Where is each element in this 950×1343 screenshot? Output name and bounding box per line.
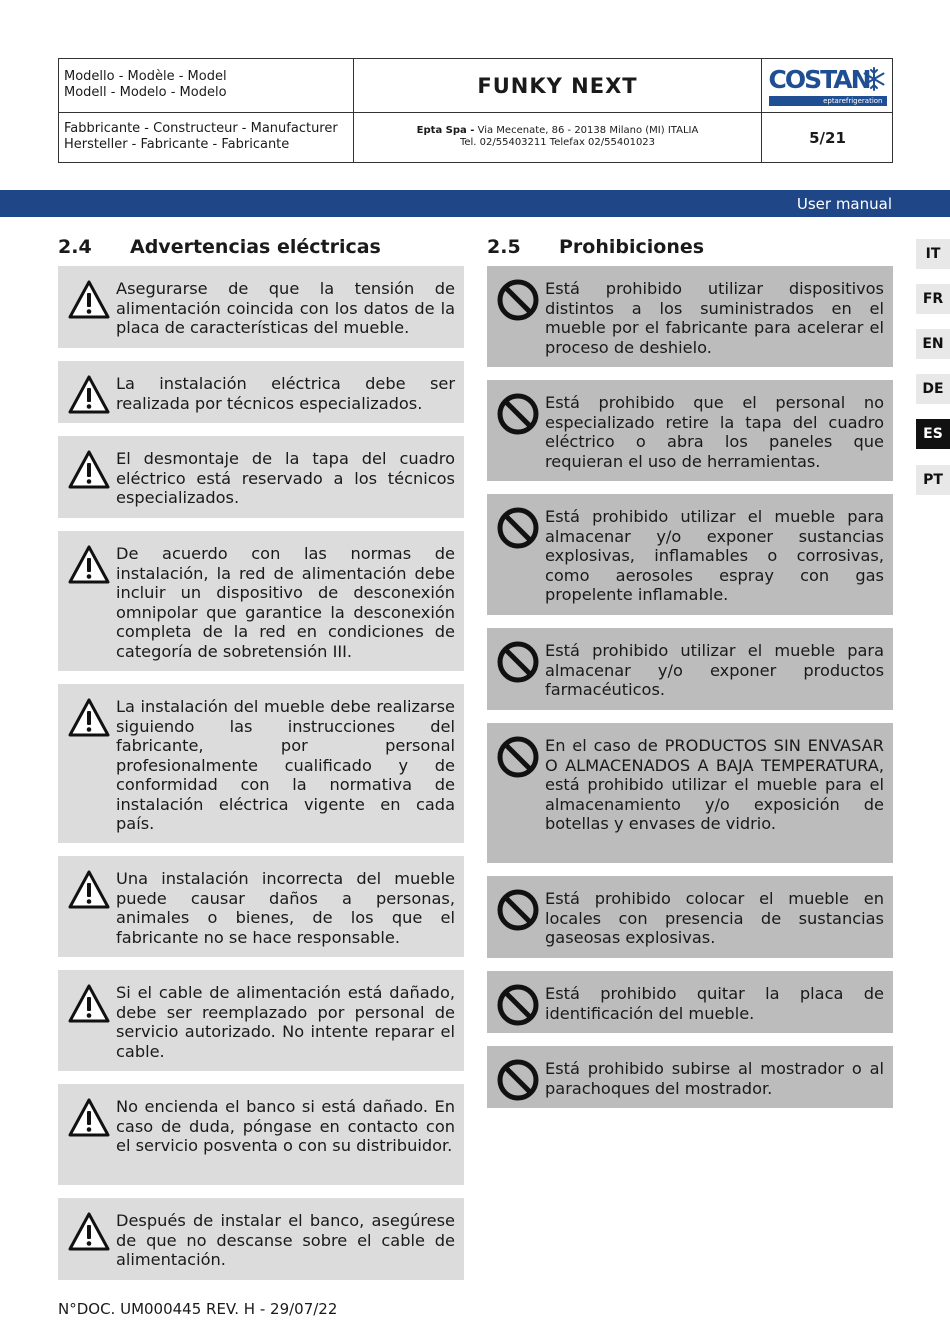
prohibition-icon bbox=[496, 1058, 540, 1102]
warning-box bbox=[58, 1084, 464, 1185]
warning-triangle-icon bbox=[67, 448, 111, 492]
section-title: Prohibiciones bbox=[559, 236, 705, 258]
warning-box bbox=[58, 1198, 464, 1280]
prohibition-icon bbox=[496, 735, 540, 779]
prohibition-text: Está prohibido utilizar dispositivos distintos a los suministrados en el mueble por el fabricante para acelerar el proceso de deshielo. bbox=[545, 279, 884, 357]
warning-box bbox=[58, 856, 464, 957]
prohibition-text: En el caso de PRODUCTOS SIN ENVASAR O ALMACENADOS A BAJA TEMPERATURA, está prohibido utilizar el mueble para el almacenamiento y/o exposición de botellas y envases de vidrio. bbox=[545, 736, 884, 833]
model-label bbox=[59, 59, 354, 113]
warning-text: Asegurarse de que la tensión de alimentación coincida con los datos de la placa de características del mueble. bbox=[116, 279, 455, 337]
logo-word: COSTAN bbox=[768, 64, 870, 94]
prohibition-icon bbox=[496, 506, 540, 550]
warning-box bbox=[58, 361, 464, 423]
prohibition-text: Está prohibido quitar la placa de identificación del mueble. bbox=[545, 984, 884, 1023]
manual-band bbox=[0, 190, 950, 217]
prohibition-text: Está prohibido subirse al mostrador o al parachoques del mostrador. bbox=[545, 1059, 884, 1098]
warning-text: El desmontaje de la tapa del cuadro eléctrico está reservado a los técnicos especializados. bbox=[116, 449, 455, 507]
prohibition-box bbox=[487, 494, 893, 615]
warning-triangle-icon bbox=[67, 696, 111, 740]
warning-box bbox=[58, 266, 464, 348]
prohibition-icon bbox=[496, 983, 540, 1027]
prohibition-box bbox=[487, 380, 893, 481]
manufacturer-label-line-2: Hersteller - Fabricante - Fabricante bbox=[64, 137, 290, 152]
prohibition-text: Está prohibido que el personal no especializado retire la tapa del cuadro eléctrico o abra los paneles que requieran el uso de herramientas. bbox=[545, 393, 884, 471]
brand-logo bbox=[762, 59, 893, 113]
prohibition-icon bbox=[496, 278, 540, 322]
section-heading-electrical bbox=[58, 236, 381, 258]
warning-text: Una instalación incorrecta del mueble puede causar daños a personas, animales o bienes, de los que el fabricante no se hace responsable. bbox=[116, 869, 455, 947]
prohibition-icon bbox=[496, 888, 540, 932]
prohibition-icon bbox=[496, 392, 540, 436]
prohibition-box bbox=[487, 971, 893, 1033]
prohibition-box bbox=[487, 628, 893, 710]
language-tab-pt[interactable]: PT bbox=[916, 465, 950, 495]
warning-triangle-icon bbox=[67, 278, 111, 322]
warning-triangle-icon bbox=[67, 1096, 111, 1140]
band-label: User manual bbox=[796, 195, 892, 213]
language-tab-fr[interactable]: FR bbox=[916, 284, 950, 314]
prohibition-text: Está prohibido utilizar el mueble para almacenar y/o exponer sustancias explosivas, inflamables o corrosivas, como aerosoles espray con gas propelente inflamable. bbox=[545, 507, 884, 604]
document-number: N°DOC. UM000445 REV. H - 29/07/22 bbox=[58, 1300, 338, 1318]
warning-text: No encienda el banco si está dañado. En caso de duda, póngase en contacto con el servicio posventa o con su distribuidor. bbox=[116, 1097, 455, 1155]
warning-triangle-icon bbox=[67, 373, 111, 417]
manufacturer-label bbox=[59, 113, 354, 163]
language-tab-de[interactable]: DE bbox=[916, 374, 950, 404]
language-tab-it[interactable]: IT bbox=[916, 239, 950, 269]
language-tab-es[interactable]: ES bbox=[916, 419, 950, 449]
section-title: Advertencias eléctricas bbox=[130, 236, 381, 258]
page-number: 5/21 bbox=[809, 129, 846, 147]
model-label-line-1: Modello - Modèle - Model bbox=[64, 69, 227, 84]
manufacturer-address bbox=[354, 113, 762, 163]
warning-box bbox=[58, 436, 464, 518]
document-title: FUNKY NEXT bbox=[354, 59, 762, 113]
prohibition-text: Está prohibido utilizar el mueble para almacenar y/o exponer productos farmacéuticos. bbox=[545, 641, 884, 699]
manufacturer-label-line-1: Fabbricante - Constructeur - Manufacturer bbox=[64, 121, 338, 136]
prohibition-box bbox=[487, 1046, 893, 1108]
prohibition-box bbox=[487, 266, 893, 367]
warning-text: Si el cable de alimentación está dañado, debe ser reemplazado por personal de servicio autorizado. No intente reparar el cable. bbox=[116, 983, 455, 1061]
prohibition-text: Está prohibido colocar el mueble en locales con presencia de sustancias gaseosas explosivas. bbox=[545, 889, 884, 947]
section-heading-prohibitions bbox=[487, 236, 704, 258]
language-tab-en[interactable]: EN bbox=[916, 329, 950, 359]
warning-text: De acuerdo con las normas de instalación, la red de alimentación debe incluir un dispositivo de desconexión omnipolar que garantice la desconexión completa de la red en condiciones de categoría de sobretensión III. bbox=[116, 544, 455, 661]
logo-subtitle: eptarefrigeration bbox=[769, 96, 887, 106]
section-number: 2.5 bbox=[487, 236, 521, 258]
warning-box bbox=[58, 684, 464, 843]
prohibition-box bbox=[487, 723, 893, 863]
company-name: Epta Spa - bbox=[416, 125, 475, 136]
prohibition-icon bbox=[496, 640, 540, 684]
warning-triangle-icon bbox=[67, 543, 111, 587]
warning-box bbox=[58, 970, 464, 1071]
snowflake-icon bbox=[861, 66, 887, 92]
document-header bbox=[58, 58, 893, 163]
warning-triangle-icon bbox=[67, 868, 111, 912]
warning-triangle-icon bbox=[67, 1210, 111, 1254]
warning-text: La instalación del mueble debe realizarse siguiendo las instrucciones del fabricante, por personal profesionalmente cualificado y de conformidad con la normativa de instalación eléctrica vigente en cada país. bbox=[116, 697, 455, 833]
warning-text: La instalación eléctrica debe ser realizada por técnicos especializados. bbox=[116, 374, 455, 413]
model-label-line-2: Modell - Modelo - Modelo bbox=[64, 85, 227, 100]
address-line-2: Tel. 02/55403211 Telefax 02/55401023 bbox=[459, 137, 656, 148]
address-line-1: Via Mecenate, 86 - 20138 Milano (MI) ITALIA bbox=[474, 125, 699, 136]
warning-triangle-icon bbox=[67, 982, 111, 1026]
prohibition-box bbox=[487, 876, 893, 958]
warning-box bbox=[58, 531, 464, 671]
warning-text: Después de instalar el banco, asegúrese de que no descanse sobre el cable de alimentación. bbox=[116, 1211, 455, 1269]
section-number: 2.4 bbox=[58, 236, 92, 258]
